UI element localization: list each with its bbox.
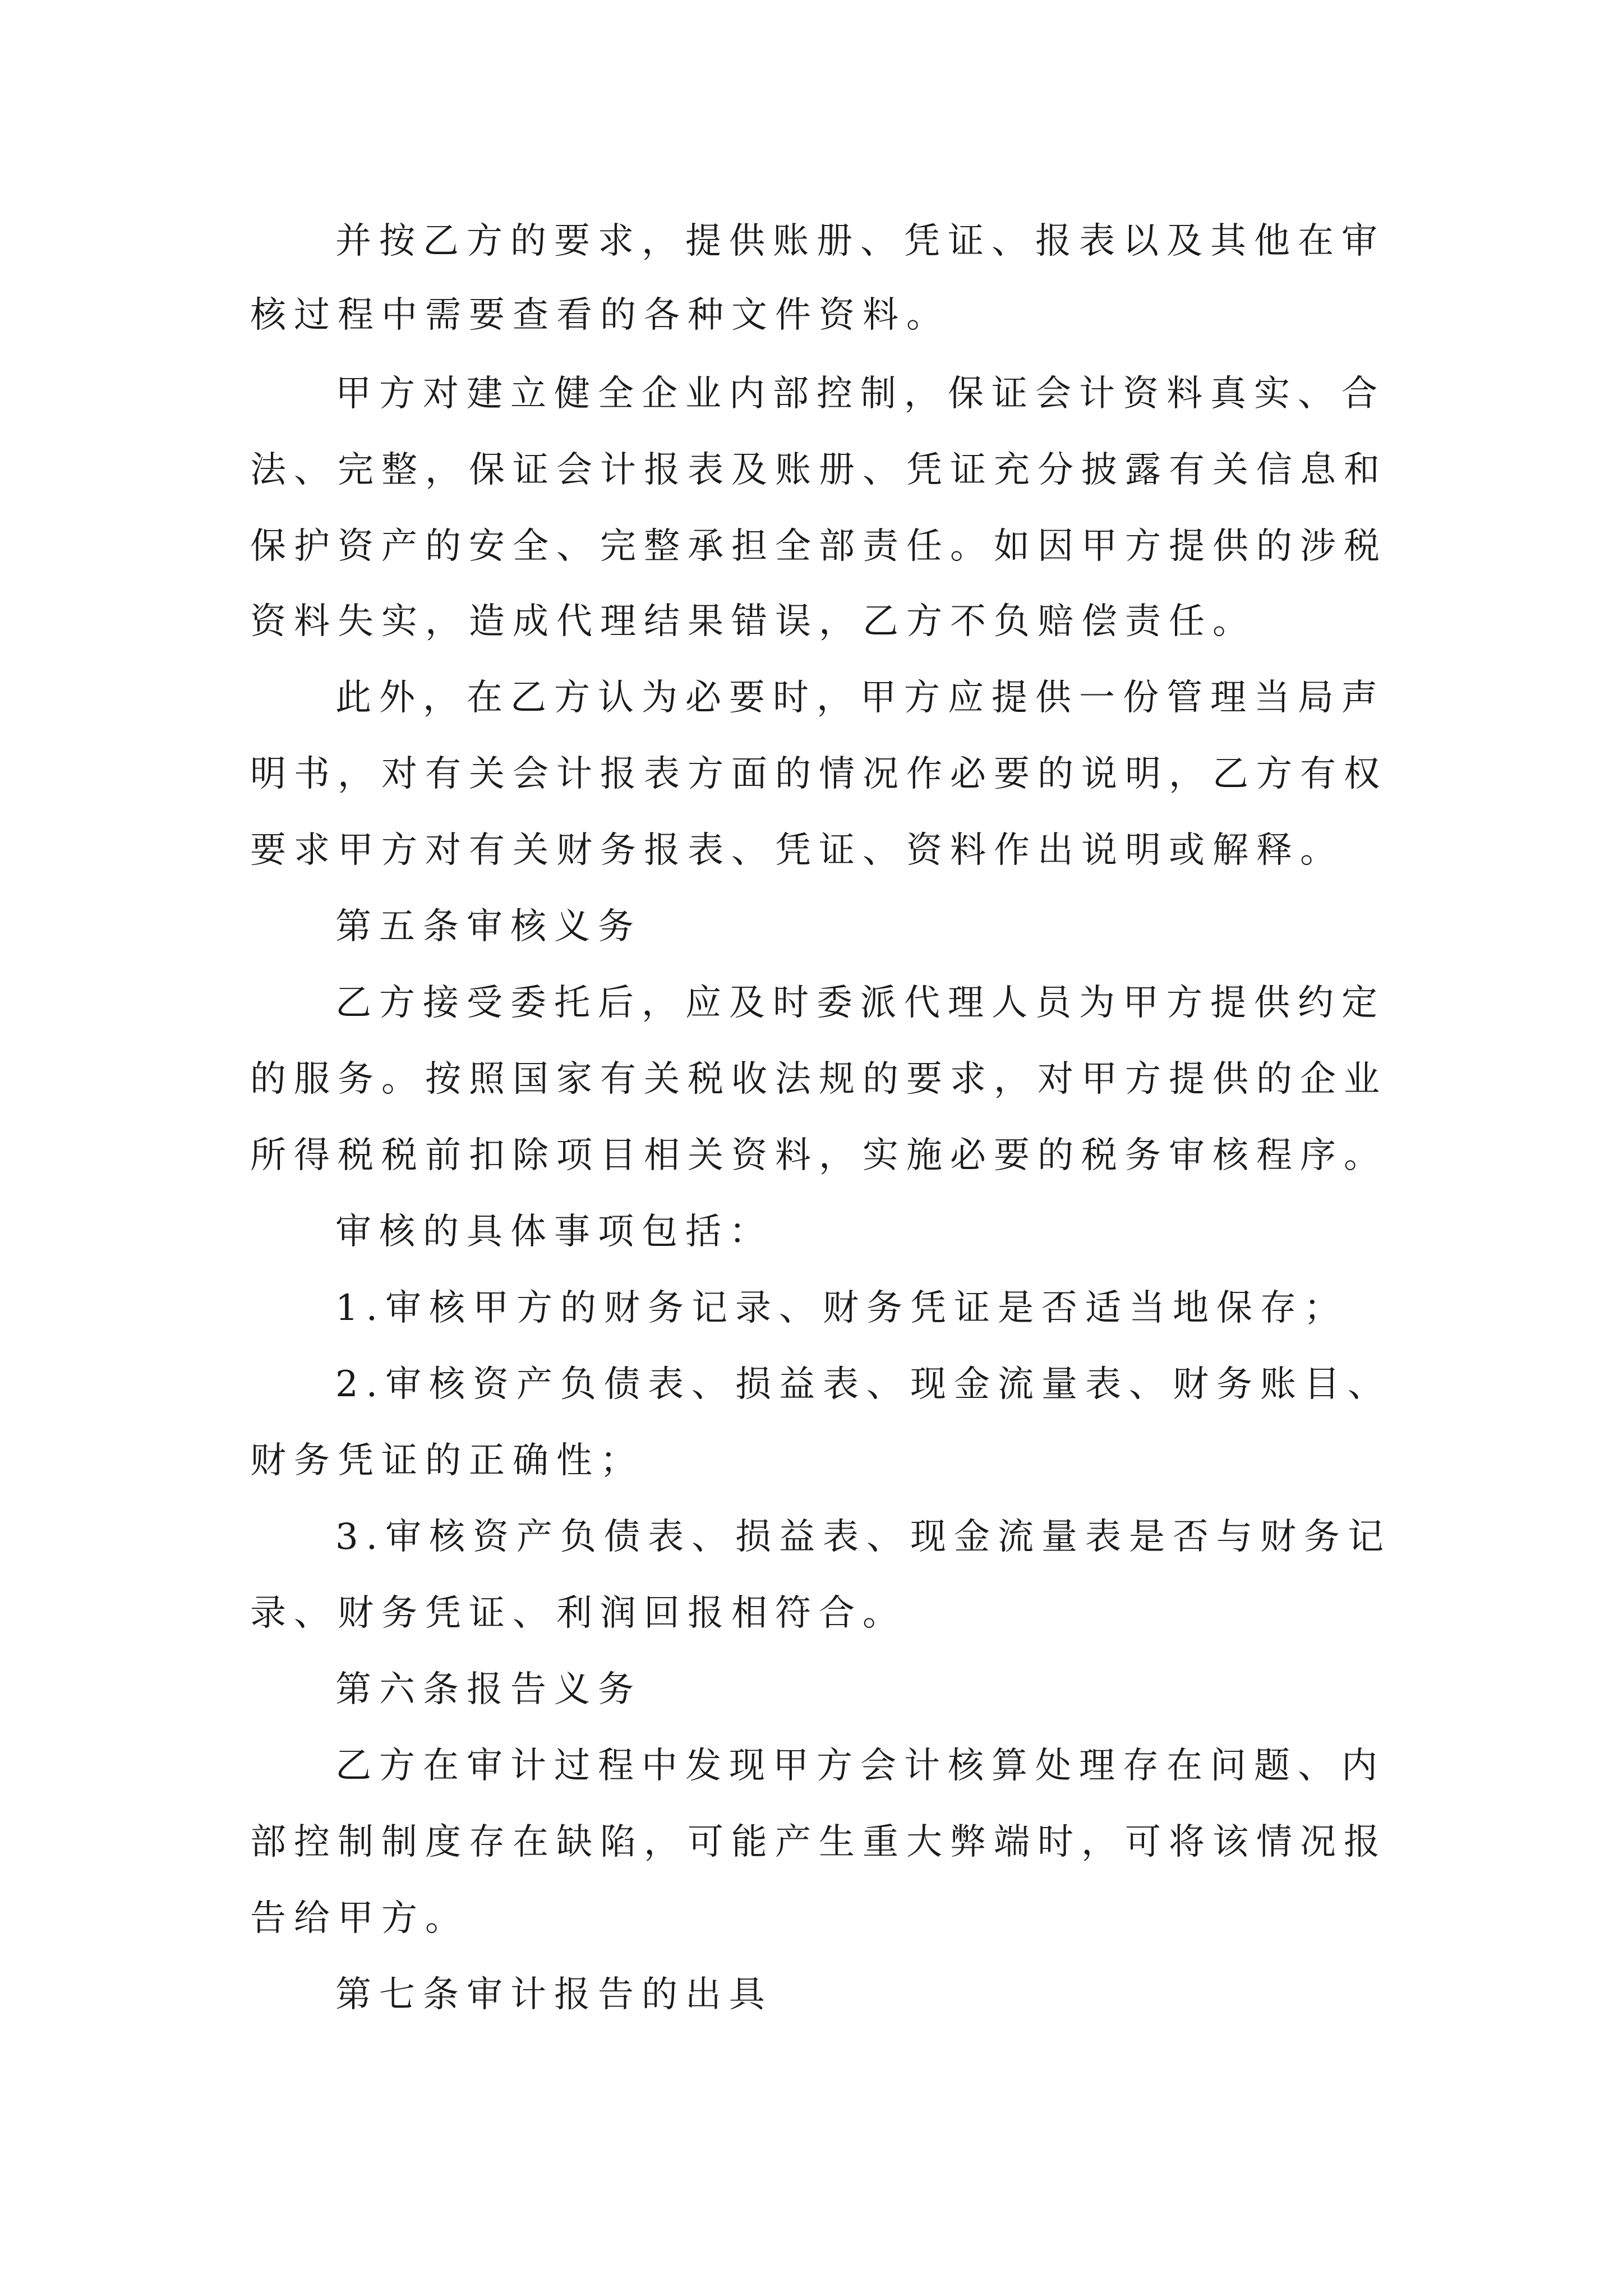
section-heading: 第六条报告义务 xyxy=(335,1669,642,1710)
paragraph-line: 告给甲方。 xyxy=(250,1898,469,1939)
paragraph-line: 审核的具体事项包括： xyxy=(335,1211,773,1253)
list-item: 3.审核资产负债表、损益表、现金流量表是否与财务记 xyxy=(335,1516,1392,1558)
paragraph-line: 并按乙方的要求，提供账册、凭证、报表以及其他在审 xyxy=(335,220,1385,262)
paragraph-line: 保护资产的安全、完整承担全部责任。如因甲方提供的涉税 xyxy=(250,526,1387,567)
paragraph-line: 明书，对有关会计报表方面的情况作必要的说明，乙方有权 xyxy=(250,753,1387,795)
paragraph-line: 所得税税前扣除项目相关资料，实施必要的税务审核程序。 xyxy=(250,1135,1387,1176)
section-heading: 第七条审计报告的出具 xyxy=(335,1974,773,2016)
list-item: 2.审核资产负债表、损益表、现金流量表、财务账目、 xyxy=(335,1364,1392,1405)
list-item-continuation: 录、财务凭证、利润回报相符合。 xyxy=(250,1593,906,1634)
paragraph-line: 要求甲方对有关财务报表、凭证、资料作出说明或解释。 xyxy=(250,830,1344,871)
paragraph-line: 乙方接受委托后，应及时委派代理人员为甲方提供约定 xyxy=(335,982,1385,1024)
paragraph-line: 乙方在审计过程中发现甲方会计核算处理存在问题、内 xyxy=(335,1745,1385,1787)
paragraph-line: 资料失实，造成代理结果错误，乙方不负赔偿责任。 xyxy=(250,601,1256,642)
paragraph-line: 部控制制度存在缺陷，可能产生重大弊端时，可将该情况报 xyxy=(250,1821,1387,1863)
paragraph-line: 此外，在乙方认为必要时，甲方应提供一份管理当局声 xyxy=(335,677,1385,719)
paragraph-line: 核过程中需要查看的各种文件资料。 xyxy=(250,295,950,336)
section-heading: 第五条审核义务 xyxy=(335,906,642,947)
list-item: 1.审核甲方的财务记录、财务凭证是否适当地保存； xyxy=(335,1287,1348,1329)
list-item-continuation: 财务凭证的正确性； xyxy=(250,1440,644,1481)
paragraph-line: 甲方对建立健全企业内部控制，保证会计资料真实、合 xyxy=(335,373,1385,415)
paragraph-line: 法、完整，保证会计报表及账册、凭证充分披露有关信息和 xyxy=(250,449,1387,491)
paragraph-line: 的服务。按照国家有关税收法规的要求，对甲方提供的企业 xyxy=(250,1059,1387,1100)
